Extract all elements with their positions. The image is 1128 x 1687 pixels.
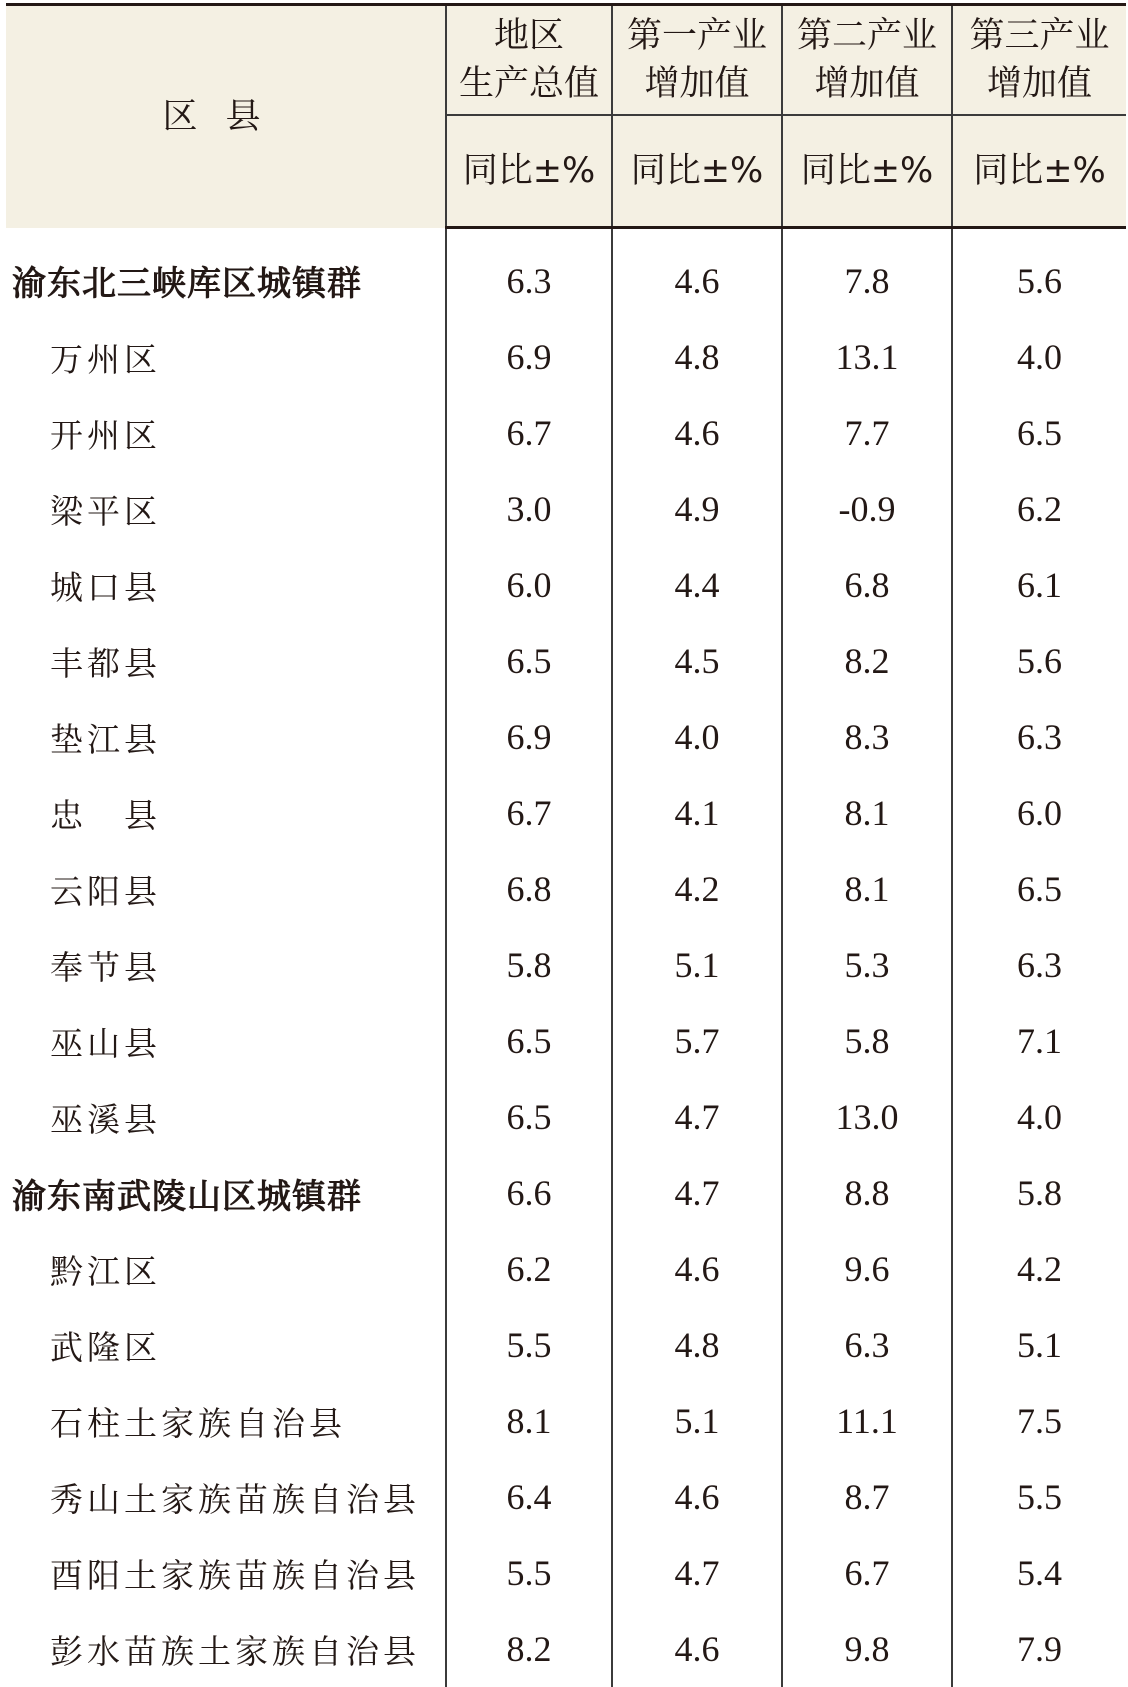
secondary-value-cell: -0.9 — [782, 471, 952, 547]
region-name-cell: 梁平区 — [6, 471, 446, 547]
table-row — [6, 1003, 1126, 1079]
gdp-value-cell: 6.2 — [446, 1231, 612, 1307]
gdp-value-cell: 6.7 — [446, 395, 612, 471]
secondary-value-cell: 6.7 — [782, 1535, 952, 1611]
gdp-value-cell: 6.4 — [446, 1459, 612, 1535]
primary-value-cell: 4.6 — [612, 1459, 782, 1535]
header-gdp-line1: 地区 — [447, 12, 611, 60]
gdp-value-cell: 5.5 — [446, 1535, 612, 1611]
primary-value-cell: 5.7 — [612, 1003, 782, 1079]
tertiary-value-cell: 5.1 — [952, 1307, 1126, 1383]
region-name-cell: 秀山土家族苗族自治县 — [6, 1459, 446, 1535]
tertiary-value-cell: 6.5 — [952, 851, 1126, 927]
tertiary-value-cell: 6.2 — [952, 471, 1126, 547]
gdp-value-cell: 5.8 — [446, 927, 612, 1003]
primary-value-cell: 4.6 — [612, 1231, 782, 1307]
table-row — [6, 775, 1126, 851]
tertiary-value-cell: 4.2 — [952, 1231, 1126, 1307]
primary-value-cell: 4.8 — [612, 319, 782, 395]
header-secondary — [782, 5, 952, 116]
table-row — [6, 1231, 1126, 1307]
header-secondary-line1: 第二产业 — [783, 12, 951, 60]
tertiary-value-cell: 7.5 — [952, 1383, 1126, 1459]
secondary-value-cell: 13.1 — [782, 319, 952, 395]
secondary-value-cell: 6.8 — [782, 547, 952, 623]
tertiary-value-cell: 6.1 — [952, 547, 1126, 623]
gdp-value-cell: 6.5 — [446, 1079, 612, 1155]
primary-value-cell: 5.1 — [612, 1383, 782, 1459]
tertiary-value-cell: 6.0 — [952, 775, 1126, 851]
header-gdp-line2: 生产总值 — [447, 60, 611, 108]
header-region: 区县 — [6, 5, 446, 228]
tertiary-value-cell: 4.0 — [952, 319, 1126, 395]
primary-value-cell: 4.2 — [612, 851, 782, 927]
secondary-value-cell: 8.7 — [782, 1459, 952, 1535]
secondary-value-cell: 9.8 — [782, 1611, 952, 1687]
region-name-cell: 开州区 — [6, 395, 446, 471]
primary-value-cell: 4.7 — [612, 1155, 782, 1231]
table-row — [6, 1383, 1126, 1459]
region-name-cell: 忠 县 — [6, 775, 446, 851]
table-row — [6, 927, 1126, 1003]
region-name-cell: 渝东南武陵山区城镇群 — [6, 1155, 446, 1231]
header-gdp — [446, 5, 612, 116]
gdp-value-cell: 6.9 — [446, 319, 612, 395]
tertiary-value-cell: 5.5 — [952, 1459, 1126, 1535]
tertiary-value-cell: 7.1 — [952, 1003, 1126, 1079]
region-name-cell: 黔江区 — [6, 1231, 446, 1307]
tertiary-value-cell: 6.5 — [952, 395, 1126, 471]
table-row — [6, 1611, 1126, 1687]
header-sub-tertiary: 同比±% — [952, 115, 1126, 228]
primary-value-cell: 5.1 — [612, 927, 782, 1003]
primary-value-cell: 4.6 — [612, 395, 782, 471]
gdp-value-cell: 8.2 — [446, 1611, 612, 1687]
primary-value-cell: 4.6 — [612, 1611, 782, 1687]
header-primary-line2: 增加值 — [613, 60, 781, 108]
region-name-cell: 石柱土家族自治县 — [6, 1383, 446, 1459]
table-row — [6, 851, 1126, 927]
secondary-value-cell: 6.3 — [782, 1307, 952, 1383]
region-name-cell: 彭水苗族土家族自治县 — [6, 1611, 446, 1687]
primary-value-cell: 4.6 — [612, 228, 782, 320]
gdp-value-cell: 6.9 — [446, 699, 612, 775]
region-name-cell: 渝东北三峡库区城镇群 — [6, 228, 446, 320]
tertiary-value-cell: 5.6 — [952, 623, 1126, 699]
secondary-value-cell: 7.8 — [782, 228, 952, 320]
secondary-value-cell: 5.8 — [782, 1003, 952, 1079]
secondary-value-cell: 11.1 — [782, 1383, 952, 1459]
gdp-value-cell: 5.5 — [446, 1307, 612, 1383]
gdp-value-cell: 6.8 — [446, 851, 612, 927]
region-name-cell: 垫江县 — [6, 699, 446, 775]
gdp-value-cell: 6.5 — [446, 1003, 612, 1079]
secondary-value-cell: 8.3 — [782, 699, 952, 775]
region-name-cell: 奉节县 — [6, 927, 446, 1003]
table-row — [6, 1079, 1126, 1155]
table-row — [6, 547, 1126, 623]
header-sub-primary: 同比±% — [612, 115, 782, 228]
header-tertiary-line1: 第三产业 — [953, 12, 1126, 60]
table-row — [6, 1535, 1126, 1611]
secondary-value-cell: 13.0 — [782, 1079, 952, 1155]
table-row — [6, 395, 1126, 471]
gdp-value-cell: 6.0 — [446, 547, 612, 623]
gdp-value-cell: 6.5 — [446, 623, 612, 699]
table-row — [6, 699, 1126, 775]
table-header — [6, 5, 1126, 228]
header-tertiary-line2: 增加值 — [953, 60, 1126, 108]
gdp-value-cell: 3.0 — [446, 471, 612, 547]
table-row — [6, 471, 1126, 547]
table-row — [6, 1307, 1126, 1383]
secondary-value-cell: 8.1 — [782, 851, 952, 927]
secondary-value-cell: 8.1 — [782, 775, 952, 851]
region-name-cell: 巫山县 — [6, 1003, 446, 1079]
secondary-value-cell: 9.6 — [782, 1231, 952, 1307]
region-name-cell: 武隆区 — [6, 1307, 446, 1383]
primary-value-cell: 4.1 — [612, 775, 782, 851]
table-row-group — [6, 1155, 1126, 1231]
gdp-value-cell: 8.1 — [446, 1383, 612, 1459]
secondary-value-cell: 8.2 — [782, 623, 952, 699]
gdp-value-cell: 6.3 — [446, 228, 612, 320]
primary-value-cell: 4.7 — [612, 1535, 782, 1611]
primary-value-cell: 4.4 — [612, 547, 782, 623]
table-row — [6, 319, 1126, 395]
region-name-cell: 巫溪县 — [6, 1079, 446, 1155]
header-primary — [612, 5, 782, 116]
gdp-growth-table — [6, 3, 1126, 1687]
region-name-cell: 万州区 — [6, 319, 446, 395]
tertiary-value-cell: 5.8 — [952, 1155, 1126, 1231]
tertiary-value-cell: 6.3 — [952, 699, 1126, 775]
gdp-value-cell: 6.7 — [446, 775, 612, 851]
table-row — [6, 1459, 1126, 1535]
header-sub-gdp: 同比±% — [446, 115, 612, 228]
table-body — [6, 228, 1126, 1687]
secondary-value-cell: 8.8 — [782, 1155, 952, 1231]
primary-value-cell: 4.0 — [612, 699, 782, 775]
tertiary-value-cell: 6.3 — [952, 927, 1126, 1003]
header-primary-line1: 第一产业 — [613, 12, 781, 60]
primary-value-cell: 4.7 — [612, 1079, 782, 1155]
tertiary-value-cell: 4.0 — [952, 1079, 1126, 1155]
region-name-cell: 城口县 — [6, 547, 446, 623]
header-secondary-line2: 增加值 — [783, 60, 951, 108]
primary-value-cell: 4.8 — [612, 1307, 782, 1383]
tertiary-value-cell: 7.9 — [952, 1611, 1126, 1687]
region-name-cell: 云阳县 — [6, 851, 446, 927]
primary-value-cell: 4.5 — [612, 623, 782, 699]
gdp-value-cell: 6.6 — [446, 1155, 612, 1231]
table-row-group — [6, 228, 1126, 320]
secondary-value-cell: 5.3 — [782, 927, 952, 1003]
secondary-value-cell: 7.7 — [782, 395, 952, 471]
region-name-cell: 丰都县 — [6, 623, 446, 699]
table-row — [6, 623, 1126, 699]
tertiary-value-cell: 5.4 — [952, 1535, 1126, 1611]
header-tertiary — [952, 5, 1126, 116]
header-sub-secondary: 同比±% — [782, 115, 952, 228]
primary-value-cell: 4.9 — [612, 471, 782, 547]
tertiary-value-cell: 5.6 — [952, 228, 1126, 320]
region-name-cell: 酉阳土家族苗族自治县 — [6, 1535, 446, 1611]
